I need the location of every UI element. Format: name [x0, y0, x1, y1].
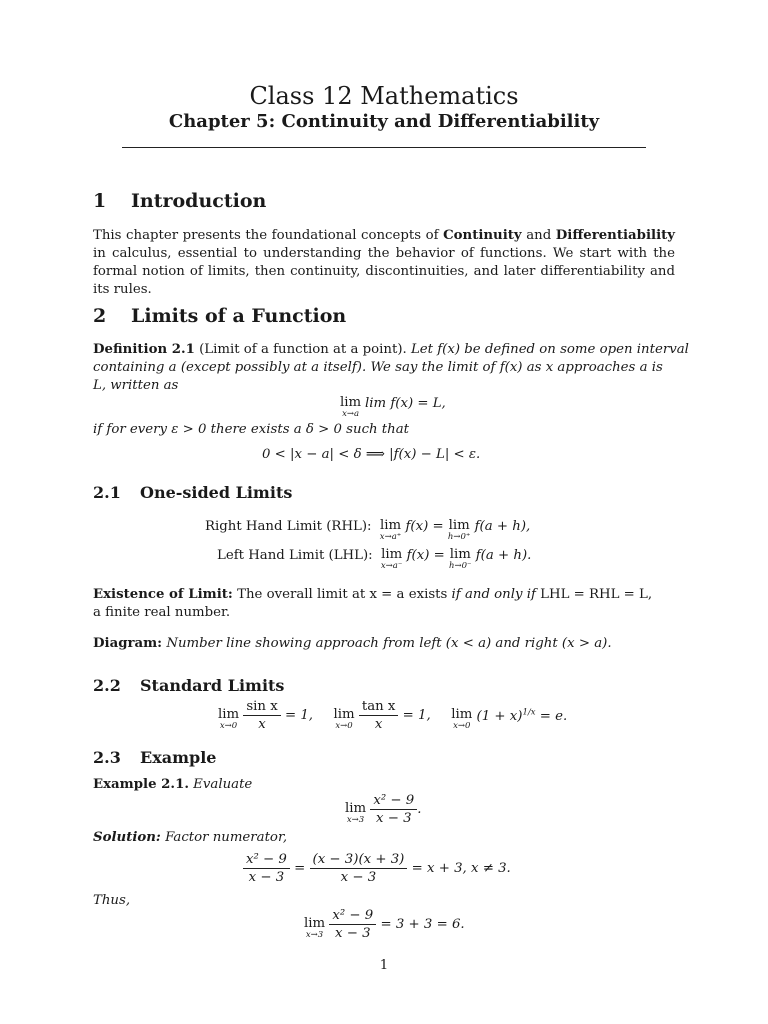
final-result-equation — [304, 907, 465, 942]
definition-label: Definition 2.1 — [93, 342, 195, 357]
limit-equation — [340, 396, 361, 419]
section-heading-limits — [93, 305, 346, 327]
subsection-title: Example — [140, 748, 217, 767]
e-limit-body: (1 + x) — [476, 708, 523, 724]
lim-subscript: x→0 — [219, 721, 238, 731]
solution-line — [93, 830, 287, 845]
equals-one: = 1, — [284, 708, 314, 723]
e-limit-end: = e. — [539, 708, 568, 724]
denominator: x − 3 — [335, 926, 371, 941]
standard-limits-row — [218, 698, 567, 733]
subsection-title: Standard Limits — [140, 676, 285, 695]
denominator: x — [374, 717, 383, 732]
solution-text: Factor numerator, — [160, 830, 288, 845]
lim-subscript: x→a⁻ — [380, 561, 403, 571]
example-label: Example 2.1. — [93, 777, 189, 792]
factored-fraction — [310, 851, 408, 886]
subsection-number: 2.3 — [93, 748, 121, 767]
denominator: x − 3 — [248, 870, 285, 885]
lhs-fraction — [243, 851, 290, 886]
numerator: x² − 9 — [370, 792, 417, 810]
definition-text: Let f(x) be defined on some open interval — [406, 342, 689, 357]
subsection-heading-standard-limits — [93, 676, 284, 695]
denominator: x − 3 — [376, 811, 412, 826]
lim-subscript: h→0⁺ — [447, 532, 471, 542]
lim-word: lim — [333, 707, 355, 722]
existence-text: The overall limit at x = a exists — [232, 587, 452, 602]
example-line — [93, 777, 252, 792]
lhl-middle: f(x) = — [406, 548, 445, 563]
e-limit-exponent: 1/x — [522, 707, 536, 718]
numerator: tan x — [359, 698, 399, 716]
section-heading-introduction — [93, 190, 266, 212]
intro-text: and — [521, 228, 556, 243]
document-subtitle: Chapter 5: Continuity and Differentiability — [168, 111, 600, 132]
document-title: Class 12 Mathematics — [249, 82, 519, 110]
fraction-sinx-over-x — [243, 698, 280, 733]
definition-line-3: L, written as — [93, 378, 179, 393]
final-result: = 3 + 3 = 6. — [380, 917, 465, 932]
rhl-middle: f(x) = — [405, 519, 444, 534]
lim-word: lim — [451, 707, 473, 722]
lhl-row — [217, 548, 531, 571]
existence-label: Existence of Limit: — [93, 587, 233, 602]
existence-line-1 — [93, 587, 652, 602]
rhl-label: Right Hand Limit (RHL): — [205, 519, 372, 534]
lim-subscript: x→a — [342, 409, 360, 419]
diagram-line — [93, 636, 612, 651]
diagram-label: Diagram: — [93, 636, 163, 651]
subsection-number: 2.1 — [93, 483, 121, 502]
intro-text: in calculus, essential to understanding the behavior of functions. We start with the formal notion of limits, then continuity, discontinuities, and later differentiability and its rules. — [93, 246, 675, 297]
denominator: x — [258, 717, 266, 732]
existence-line-2: a finite real number. — [93, 605, 231, 620]
equals-one: = 1, — [402, 708, 431, 723]
section-title: Introduction — [131, 190, 267, 212]
definition-line-1 — [93, 342, 689, 357]
denominator: x − 3 — [340, 870, 377, 885]
lim-word: lim — [381, 547, 403, 562]
example-text: Evaluate — [188, 777, 253, 792]
subsection-heading-one-sided — [93, 483, 292, 502]
lim-subscript: h→0⁻ — [449, 561, 472, 571]
epsilon-delta-condition: if for every ε > 0 there exists a δ > 0 such that — [93, 422, 409, 437]
subsection-title: One-sided Limits — [140, 483, 293, 502]
final-fraction — [329, 907, 376, 942]
page-number: 1 — [379, 958, 389, 973]
numerator: x² − 9 — [243, 851, 290, 869]
lim-word: lim — [304, 916, 326, 931]
lim-subscript: x→0 — [335, 721, 353, 731]
definition-name: (Limit of a function at a point). — [194, 342, 407, 357]
lim-subscript: x→0 — [453, 721, 471, 731]
example-fraction — [370, 792, 417, 827]
existence-iff: if and only if — [451, 587, 536, 602]
subsection-heading-example — [93, 748, 216, 767]
lim-word: lim — [218, 707, 240, 722]
factoring-equation: $\frac{\text{x² − 9}}{x - 3}$ = $\frac{(x - 3)(x + 3)}{x - 3}$ = x + 3, x ≠ 3. — [243, 851, 511, 886]
lim-word: lim — [449, 547, 471, 562]
numerator: sin x — [243, 698, 280, 716]
solution-label: Solution: — [93, 830, 161, 845]
limit-equation-body: lim f(x) = L, — [365, 396, 446, 411]
rhl-row — [205, 519, 530, 542]
intro-bold-differentiability: Differentiability — [555, 228, 675, 243]
lhl-end: f(a + h). — [475, 548, 532, 563]
fraction-tanx-over-x — [359, 698, 399, 733]
lim-word: lim — [448, 518, 470, 533]
intro-bold-continuity: Continuity — [443, 228, 522, 243]
rhl-end: f(a + h), — [474, 519, 531, 534]
section-number: 2 — [93, 305, 107, 327]
title-rule — [122, 147, 646, 148]
section-number: 1 — [93, 190, 107, 212]
diagram-text: Number line showing approach from left (x < a) and right (x > a). — [162, 636, 612, 651]
lim-subscript: x→a⁺ — [379, 532, 402, 542]
numerator: x² − 9 — [329, 907, 376, 925]
thus-text: Thus, — [93, 893, 131, 908]
lhl-label: Left Hand Limit (LHL): — [217, 548, 373, 563]
example-expression: lim x→3 $\frac{\text{x² − 9}}{x - 3}$ . — [345, 793, 422, 826]
subsection-number: 2.2 — [93, 676, 121, 695]
lim-subscript: x→3 — [346, 815, 365, 825]
lim-word: lim — [345, 801, 367, 816]
lim-word: lim — [379, 518, 402, 533]
numerator: (x − 3)(x + 3) — [310, 851, 408, 869]
intro-text: This chapter presents the foundational concepts of — [93, 228, 444, 243]
existence-text: LHL = RHL = L, — [535, 587, 653, 602]
definition-line-2: containing a (except possibly at a itself). We say the limit of f(x) as x approaches a is — [93, 360, 663, 375]
intro-paragraph — [93, 227, 675, 299]
factored-result: = x + 3, x ≠ 3. — [411, 861, 511, 876]
lim-word: lim — [340, 395, 362, 410]
lim-subscript: x→3 — [305, 930, 324, 940]
section-title: Limits of a Function — [131, 305, 347, 327]
epsilon-delta-equation: 0 < |x − a| < δ ⟹ |f(x) − L| < ε. — [262, 447, 481, 462]
